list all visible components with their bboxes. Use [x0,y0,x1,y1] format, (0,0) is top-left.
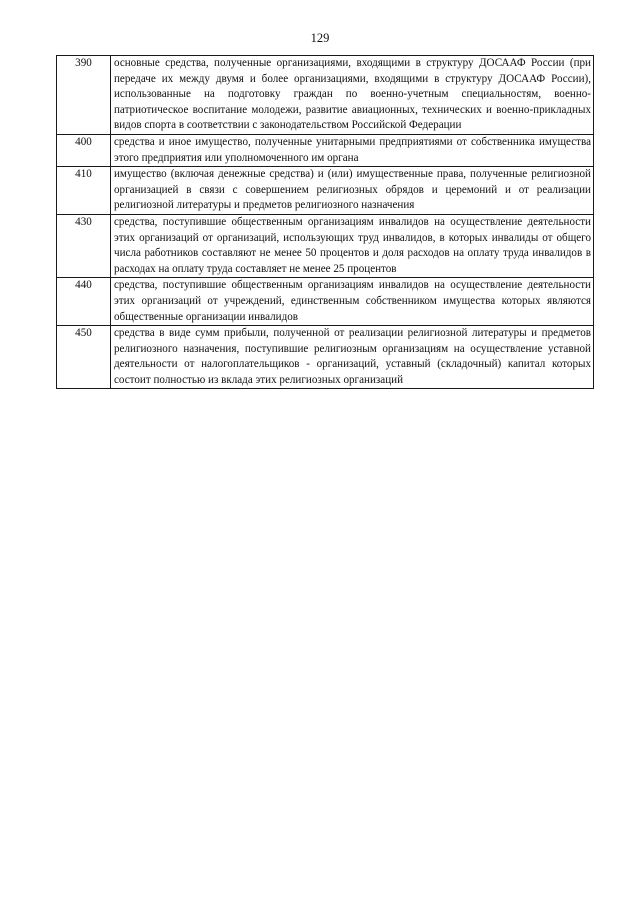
row-description: средства, поступившие общественным организациям инвалидов на осуществление деятельности этих организаций от учреждений, единственным собственником имущества которых являются общественные организации инвалидов [111,278,594,326]
table-row [57,56,594,135]
row-description: средства и иное имущество, полученные унитарными предприятиями от собственника имущества этого предприятия или уполномоченного им органа [111,134,594,166]
page-number: 129 [310,31,330,45]
table-row [57,326,594,389]
row-code: 400 [57,134,111,166]
row-description: имущество (включая денежные средства) и (или) имущественные права, полученные религиозной организацией в связи с совершением религиозных обрядов и церемоний и от реализации религиозной литературы и предметов религиозного назначения [111,167,594,215]
table-row [57,278,594,326]
table-row [57,167,594,215]
table-row [57,134,594,166]
row-code: 390 [57,56,111,135]
row-description: основные средства, полученные организациями, входящими в структуру ДОСААФ России (при передаче их между двумя и более организациями, входящими в структуру ДОСААФ России), использованные на подготовку граждан по военно-учетным специальностям, военно-патриотическое воспитание молодежи, развитие авиационных, технических и военно-прикладных видов спорта в соответствии с законодательством Российской Федерации [111,56,594,135]
row-description: средства, поступившие общественным организациям инвалидов на осуществление деятельности этих организаций от организаций, использующих труд инвалидов, в которых инвалиды от общего числа работников составляют не менее 50 процентов и доля расходов на оплату труда инвалидов в расходах на оплату труда составляет не менее 25 процентов [111,214,594,277]
row-description: средства в виде сумм прибыли, полученной от реализации религиозной литературы и предметов религиозного назначения, поступившие религиозным организациям на осуществление уставной деятельности от налогоплательщиков - организаций, уставный (складочный) капитал которых состоит полностью из вклада этих религиозных организаций [111,326,594,389]
row-code: 410 [57,167,111,215]
table-row [57,214,594,277]
row-code: 450 [57,326,111,389]
row-code: 430 [57,214,111,277]
row-code: 440 [57,278,111,326]
income-codes-table [56,55,594,389]
